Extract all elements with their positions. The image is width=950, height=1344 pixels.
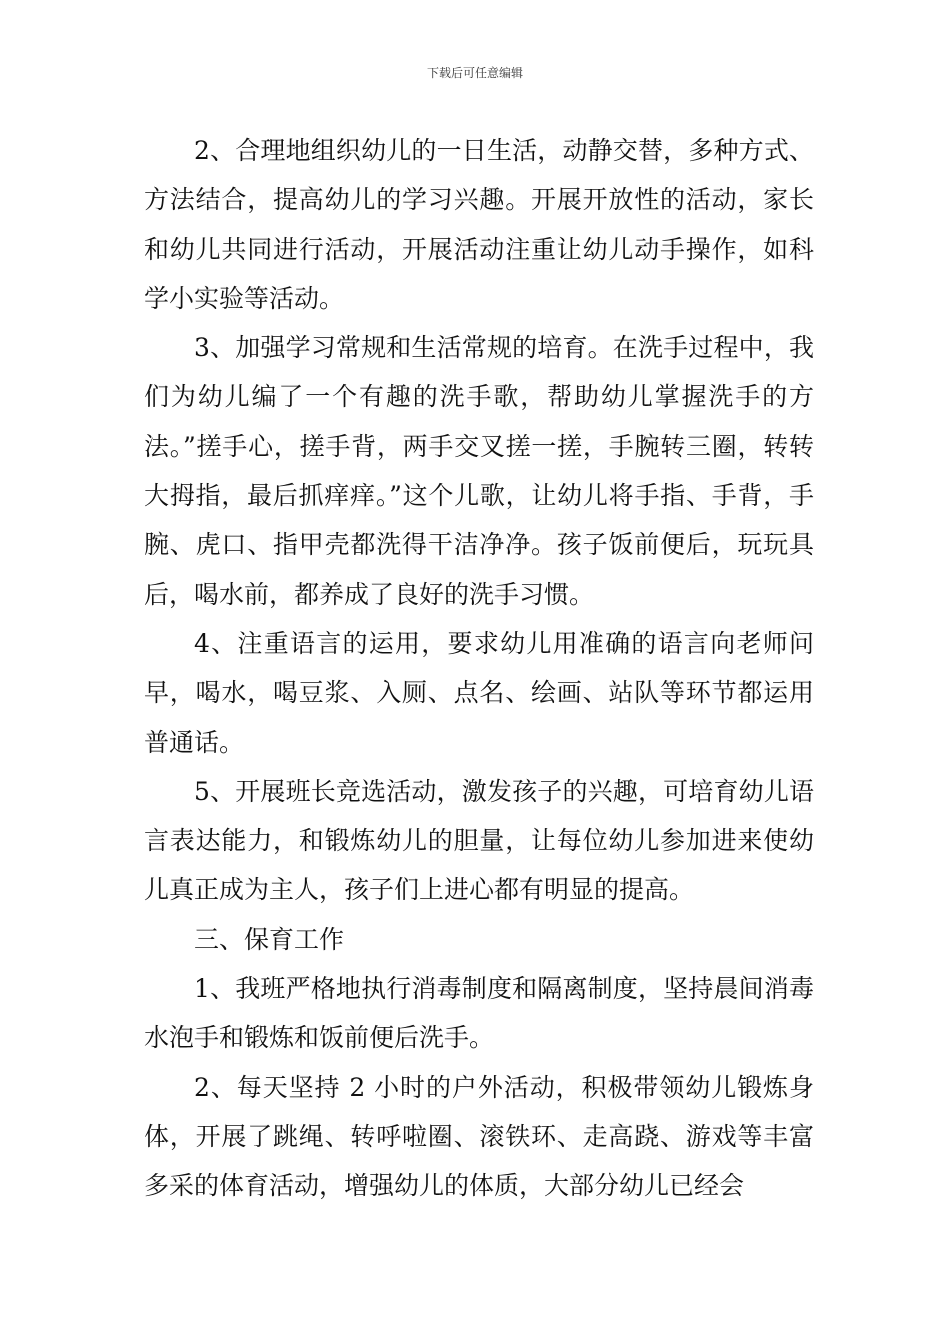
paragraph-care-1: 1、我班严格地执行消毒制度和隔离制度，坚持晨间消毒水泡手和锻炼和饭前便后洗手。 [144,974,814,1053]
page-header: 下载后可任意编辑 [426,66,523,80]
paragraph-item-2: 2、合理地组织幼儿的一日生活，动静交替，多种方式、方法结合，提高幼儿的学习兴趣。开展开放性的活动，家长和幼儿共同进行活动，开展活动注重让幼儿动手操作，如科学小实验等活动。 [144,136,814,313]
paragraph-item-4: 4、注重语言的运用，要求幼儿用准确的语言向老师问早，喝水，喝豆浆、入厕、点名、绘画、站队等环节都运用普通话。 [144,628,814,757]
document-body [144,126,814,1211]
paragraph-care-2: 2、每天坚持 2 小时的户外活动，积极带领幼儿锻炼身体，开展了跳绳、转呼啦圈、滚铁环、走高跷、游戏等丰富多采的体育活动，增强幼儿的体质，大部分幼儿已经会 [144,1072,814,1201]
paragraph-item-3: 3、加强学习常规和生活常规的培育。在洗手过程中，我们为幼儿编了一个有趣的洗手歌，帮助幼儿掌握洗手的方法。”搓手心，搓手背，两手交叉搓一搓，手腕转三圈，转转大拇指，最后抓痒痒。”这个儿歌，让幼儿将手指、手背，手腕、虎口、指甲壳都洗得干洁净净。孩子饭前便后，玩玩具后，喝水前，都养成了良好的洗手习惯。 [144,333,814,609]
section-heading-care-work: 三、保育工作 [194,924,345,954]
paragraph-item-5: 5、开展班长竞选活动，激发孩子的兴趣，可培育幼儿语言表达能力，和锻炼幼儿的胆量，让每位幼儿参加进来使幼儿真正成为主人，孩子们上进心都有明显的提高。 [144,776,814,905]
